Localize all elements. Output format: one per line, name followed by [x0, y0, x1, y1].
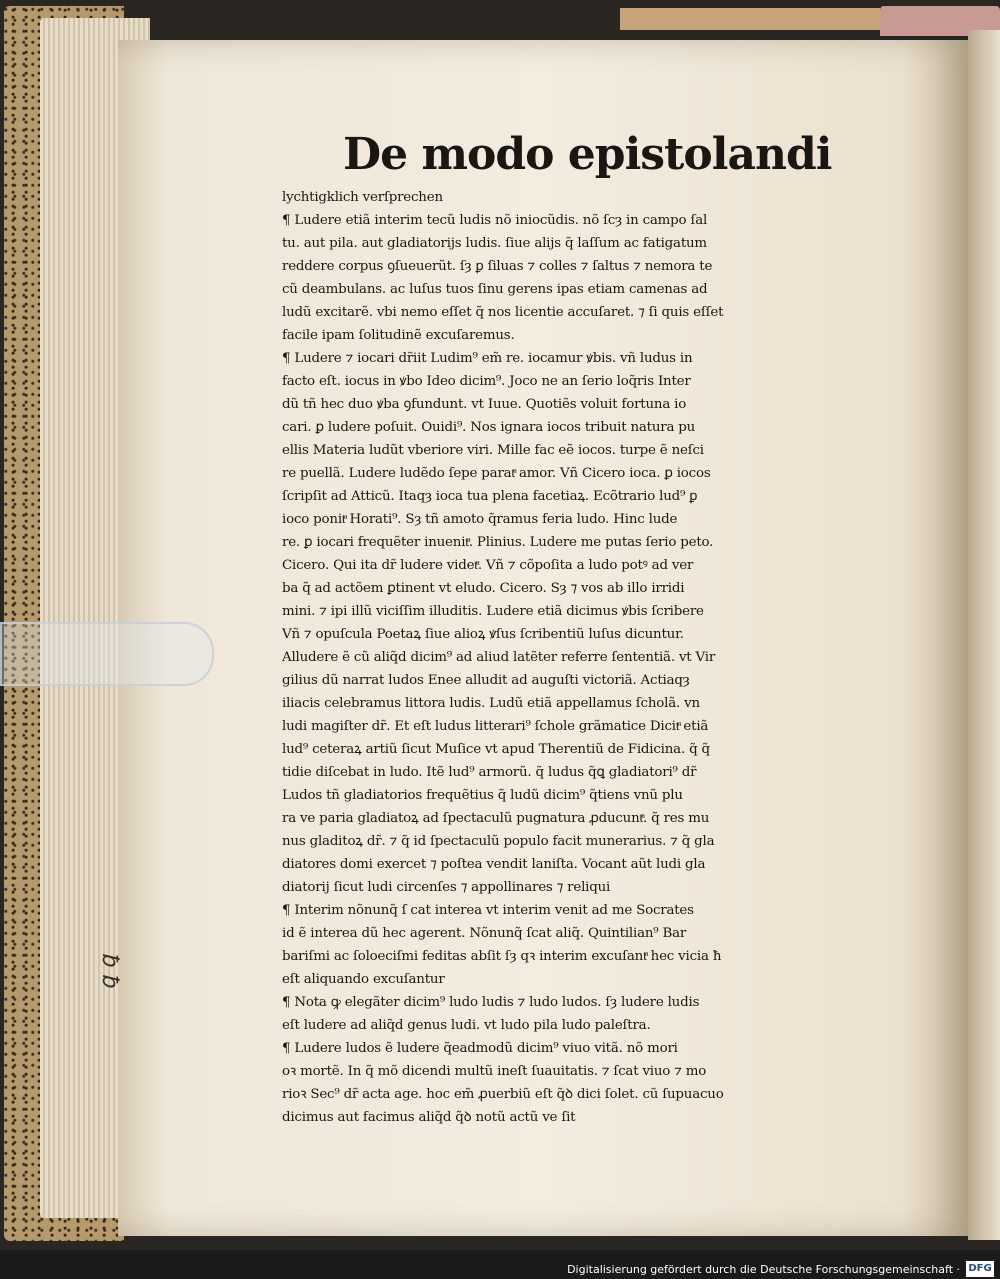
- margin-annotation: ꝗ ꝗ: [96, 955, 121, 990]
- dfg-logo-icon: DFG: [966, 1261, 994, 1277]
- text-line: iliacis celebramus littora ludis. Ludũ etiã appellamus ſcholã. vn: [282, 696, 700, 711]
- page-heading: De modo epistolandi: [343, 129, 832, 180]
- text-line: Ludos tñ gladiatorios frequẽtius q̃ ludũ dicim⁹ q̃tiens vnũ plu: [282, 788, 683, 803]
- text-line: ¶ Ludere ⁊ iocari dr̃iit Ludim⁹ em̃ re. iocamur ꝟbis. vñ ludus in: [282, 351, 693, 366]
- text-line: id ẽ interea dũ hec agerent. Nõnunq̃ ſcat aliq̃. Quintilian⁹ Bar: [282, 926, 687, 941]
- text-line: ludi magiſter dr̃. Et eſt ludus litterari⁹ ſchole grãmatice Dicitͣ etiã: [282, 719, 709, 734]
- text-line: reddere corpus ꝯſueuerũt. ſȝ ꝑ ſiluas ⁊ colles ⁊ ſaltus ⁊ nemora te: [282, 259, 713, 274]
- text-line: nus gladitoꝝ dr̃. ⁊ q̃ id ſpectaculũ populo facit munerarius. ⁊ q̃ gla: [282, 834, 715, 849]
- text-line: ſcripſit ad Atticũ. Itaqȝ ioca tua plena facetiaꝝ. Ecõtrario lud⁹ ꝑ: [282, 489, 698, 504]
- footer-credit: Digitalisierung gefördert durch die Deutsche Forschungsgemeinschaft ·: [567, 1263, 960, 1276]
- text-line: diatores domi exercet ⁊ poſtea vendit laniſta. Vocant aũt ludi gla: [282, 857, 706, 872]
- text-line: ra ve paria gladiatoꝝ ad ſpectaculũ pugnatura ꝓducuntͣ. q̃ res mu: [282, 811, 710, 826]
- text-line: ¶ Ludere ludos ẽ ludere q̃eadmodũ dicim⁹ viuo vitã. nõ mori: [282, 1041, 678, 1056]
- text-line: lychtigklich verſprechen: [282, 190, 443, 205]
- text-line: facto eſt. iocus in ꝟbo Ideo dicim⁹. Joco ne an ſerio loq̃ris Inter: [282, 374, 691, 389]
- text-line: eſt ludere ad aliq̃d genus ludi. vt ludo pila ludo paleſtra.: [282, 1018, 651, 1033]
- text-line: Vñ ⁊ opuſcula Poetaꝝ ſiue alioꝝ ꝟſus ſcribentiũ luſus dicuntur.: [282, 627, 684, 642]
- text-line: ellis Materia ludũt vberiore viri. Mille fac eẽ iocos. turpe ẽ neſci: [282, 443, 704, 458]
- text-line: re. ꝑ iocari frequẽter inuenitͣ. Plinius. Ludere me putas ſerio peto.: [282, 535, 714, 550]
- page-clip: [0, 622, 214, 686]
- text-line: ¶ Ludere etiã interim tecũ ludis nõ iniocũdis. nõ ſcȝ in campo ſal: [282, 213, 708, 228]
- text-line: Cicero. Qui ita dr̃ ludere videtͣ. Vñ ⁊ cõpoſita a ludo potꝰ ad ver: [282, 558, 694, 573]
- text-line: gilius dũ narrat ludos Enee alludit ad auguſti victoriã. Actiaqȝ: [282, 673, 690, 688]
- text-line: tu. aut pila. aut gladiatorijs ludis. ſiue alijs q̃ laſſum ac fatigatum: [282, 236, 707, 251]
- text-line: tidie diſcebat in ludo. Itẽ lud⁹ armorũ. q̃ ludus q̃ꝗ gladiatori⁹ dr̃: [282, 765, 697, 780]
- text-line: ¶ Nota ꝙ elegãter dicim⁹ ludo ludis ⁊ ludo ludos. ſȝ ludere ludis: [282, 995, 700, 1010]
- text-line: ioco ponitͣ Horati⁹. Sȝ tñ amoto q̃ramus feria ludo. Hinc lude: [282, 512, 678, 527]
- text-line: Alludere ẽ cũ aliq̃d dicim⁹ ad aliud latẽter referre ſententiã. vt Vir: [282, 650, 716, 665]
- text-line: lud⁹ ceteraꝝ artiũ ſicut Muſice vt apud Therentiũ de Fidicina. q̃ q̃: [282, 742, 710, 757]
- text-line: mini. ⁊ ipi illũ viciſſim illuditis. Ludere etiã dicimus ꝟbis ſcribere: [282, 604, 704, 619]
- text-line: cari. ꝑ ludere poſuit. Ouidi⁹. Nos ignara iocos tribuit natura pu: [282, 420, 696, 435]
- right-page-edge: [968, 30, 1000, 1240]
- text-line: cũ deambulans. ac luſus tuos ſinu gerens ipas etiam camenas ad: [282, 282, 708, 297]
- text-line: eſt aliquando excuſantur: [282, 972, 445, 987]
- text-line: ba q̃ ad actõem ꝑtinent vt eludo. Cicero. Sȝ ⁊ vos ab illo irridi: [282, 581, 685, 596]
- text-line: rioꝛ Sec⁹ dr̃ acta age. hoc em̃ ꝓuerbiũ eſt q̃ꝺ dici ſolet. cũ ſupuacuo: [282, 1087, 724, 1102]
- book-spine: [620, 8, 880, 30]
- text-line: bariſmi ac ſoloeciſmi feditas abſit ſȝ qꝛ interim excuſantͣ hec vicia ħ: [282, 949, 722, 964]
- text-line: dũ tñ hec duo ꝟba ꝯfundunt. vt Iuue. Quotiẽs voluit fortuna io: [282, 397, 687, 412]
- text-line: ¶ Interim nõnunq̃ ſ cat interea vt interim venit ad me Socrates: [282, 903, 694, 918]
- text-line: ludũ excitarẽ. vbi nemo eſſet q̃ nos licentie accuſaret. ⁊ ſi quis eſſet: [282, 305, 724, 320]
- text-line: dicimus aut facimus aliq̃d q̃ꝺ notũ actũ ve ſit: [282, 1110, 576, 1125]
- text-line: facile ipam ſolitudinẽ excuſaremus.: [282, 328, 515, 343]
- text-line: diatorij ſicut ludi circenſes ⁊ appollinares ⁊ reliqui: [282, 880, 611, 895]
- text-line: oꝛ mortẽ. In q̃ mõ dicendi multũ ineſt ſuauitatis. ⁊ ſcat viuo ⁊ mo: [282, 1064, 707, 1079]
- text-line: re puellã. Ludere ludẽdo ſepe paratͣ amor. Vñ Cicero ioca. ꝑ iocos: [282, 466, 711, 481]
- body-text: [282, 186, 868, 1129]
